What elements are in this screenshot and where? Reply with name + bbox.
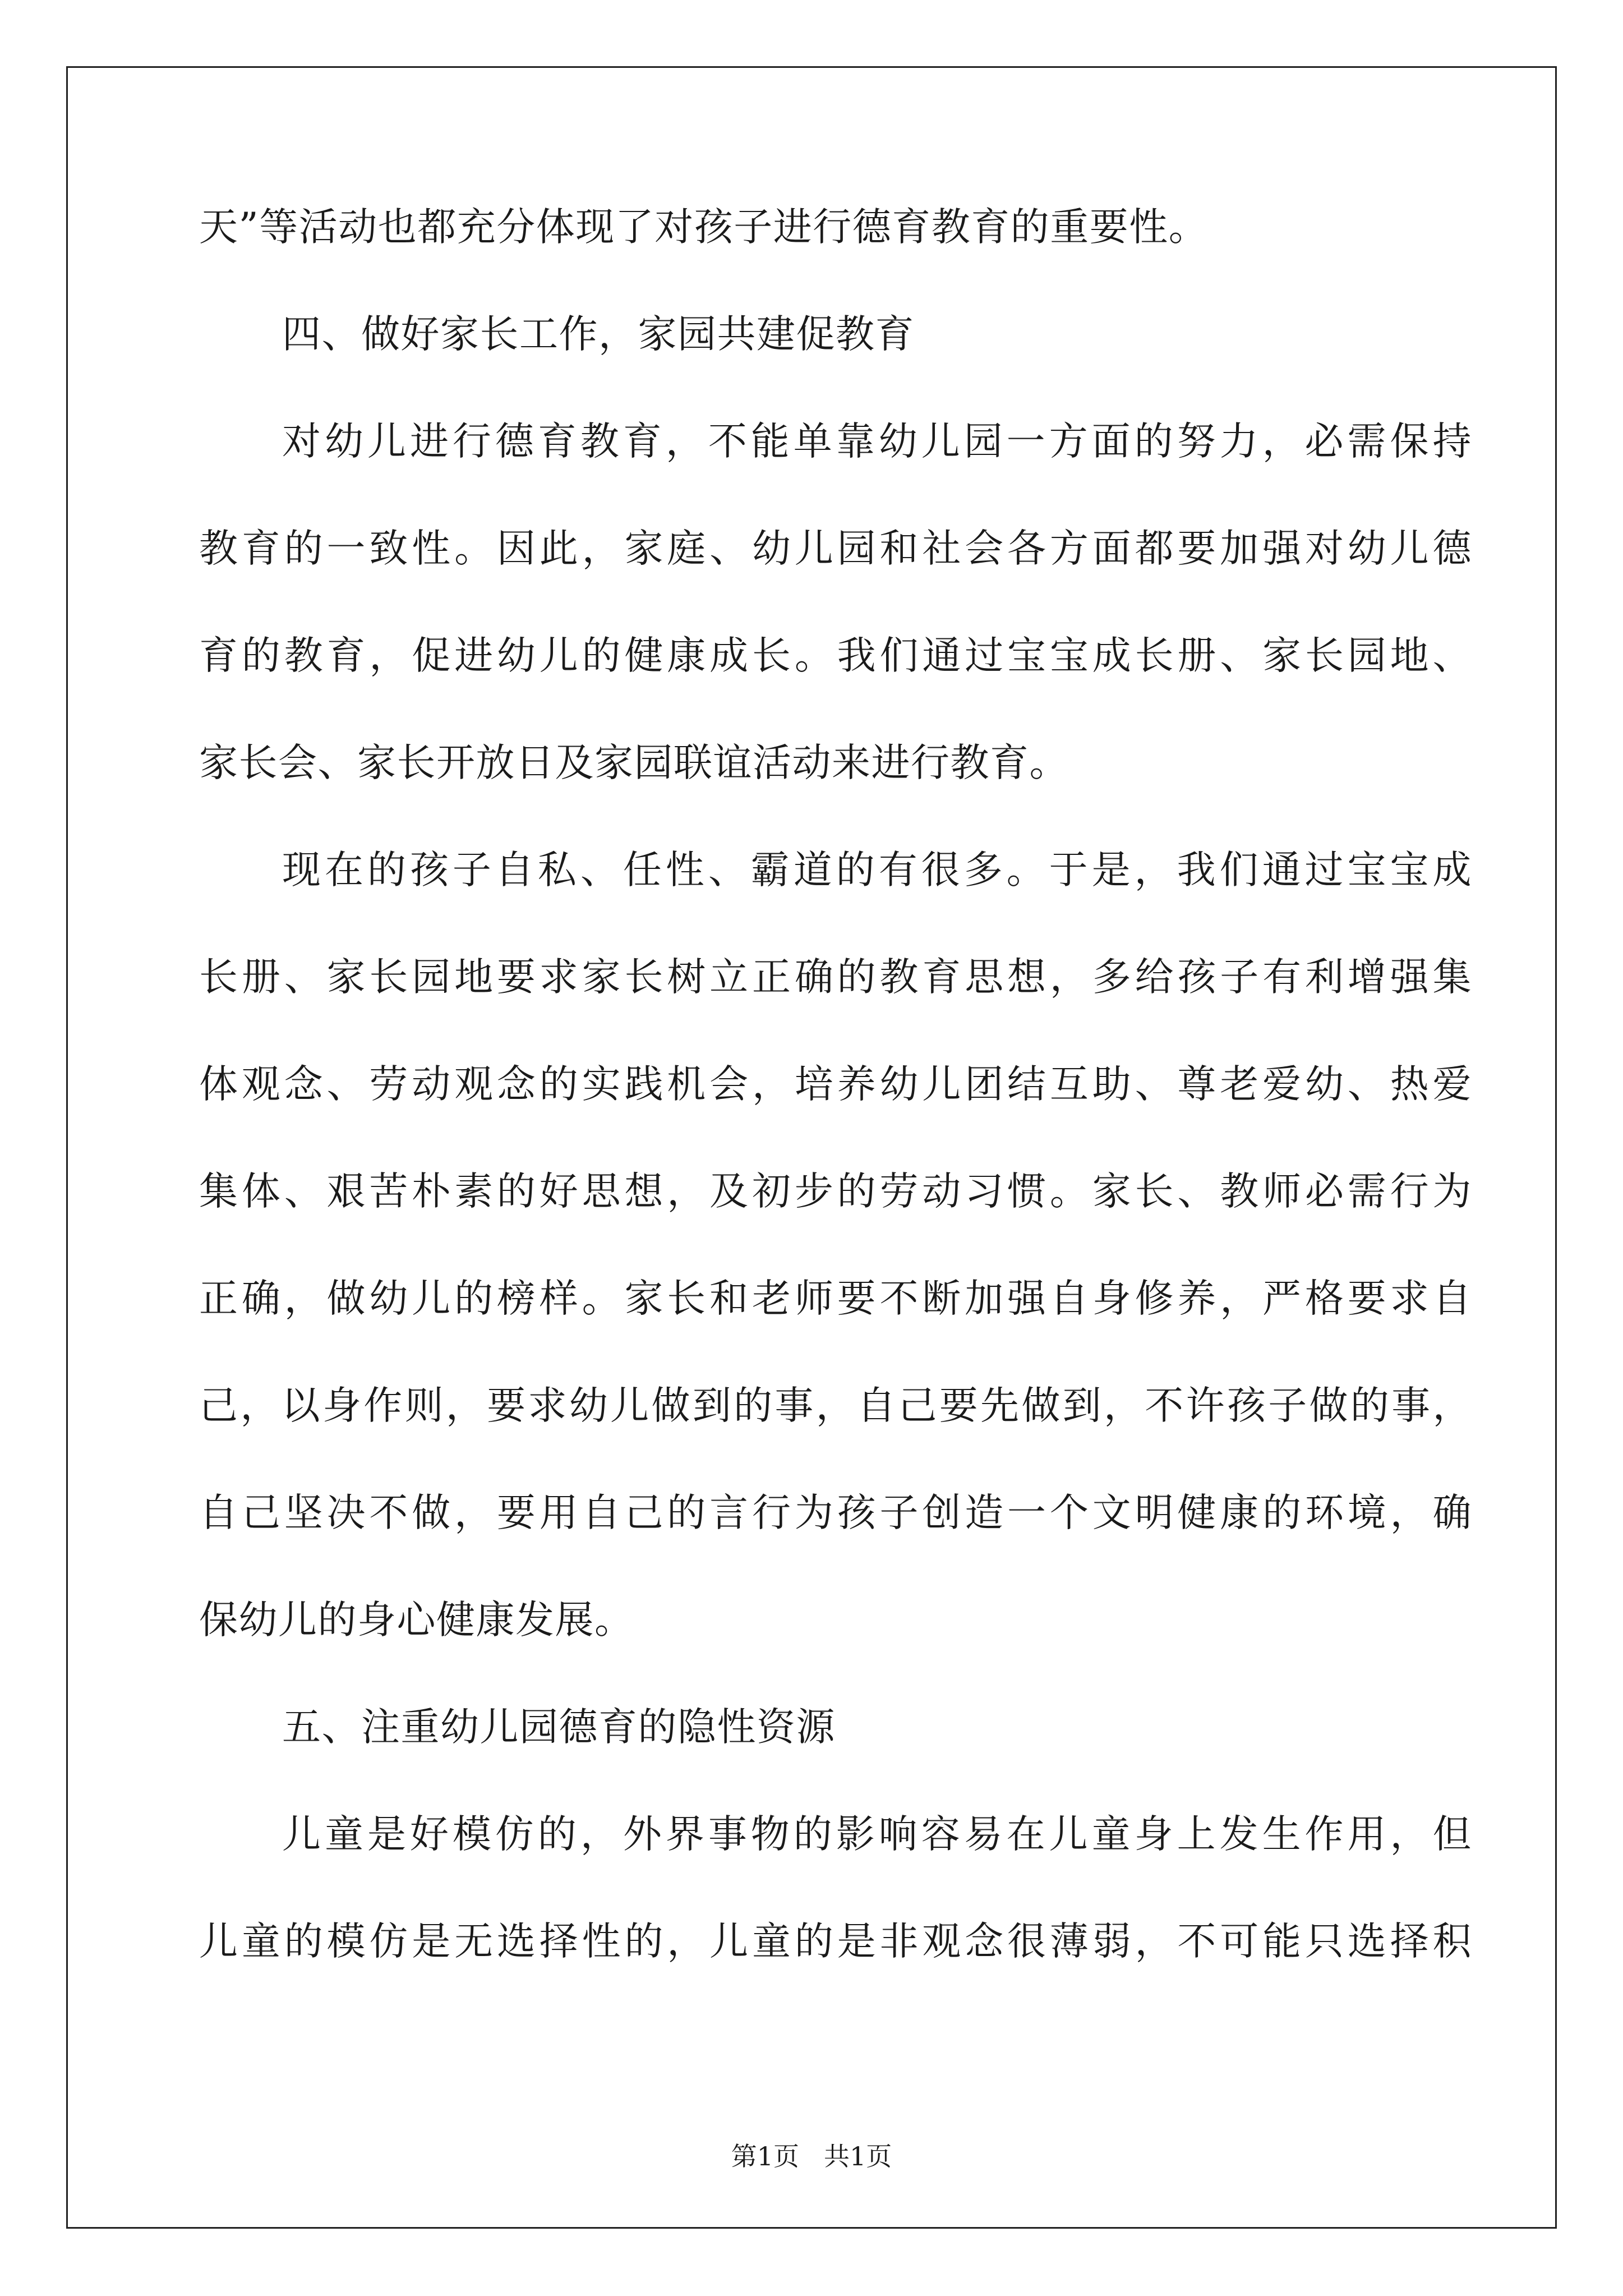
paragraph-first-line: 对幼儿进行德育教育，不能单靠幼儿园一方面的努力，必需保持 bbox=[282, 419, 1472, 464]
paragraph-line: 家长会、家长开放日及家园联谊活动来进行教育。 bbox=[199, 740, 1069, 785]
footer-spacer bbox=[799, 2141, 824, 2171]
page-footer bbox=[0, 2136, 1623, 2173]
paragraph-line: 己，以身作则，要求幼儿做到的事，自己要先做到，不许孩子做的事， bbox=[199, 1383, 1472, 1428]
paragraph-line: 体观念、劳动观念的实践机会，培养幼儿团结互助、尊老爱幼、热爱 bbox=[199, 1062, 1472, 1107]
paragraph-first-line: 儿童是好模仿的，外界事物的影响容易在儿童身上发生作用，但 bbox=[282, 1812, 1472, 1857]
paragraph-line: 正确，做幼儿的榜样。家长和老师要不断加强自身修养，严格要求自 bbox=[199, 1276, 1472, 1321]
paragraph-line: 保幼儿的身心健康发展。 bbox=[199, 1598, 634, 1642]
paragraph-line: 天”等活动也都充分体现了对孩子进行德育教育的重要性。 bbox=[199, 205, 1209, 250]
page-total: 共1页 bbox=[823, 2141, 892, 2171]
paragraph-line: 集体、艰苦朴素的好思想，及初步的劳动习惯。家长、教师必需行为 bbox=[199, 1169, 1472, 1214]
paragraph-line: 教育的一致性。因此，家庭、幼儿园和社会各方面都要加强对幼儿德 bbox=[199, 526, 1472, 571]
paragraph-first-line: 四、做好家长工作，家园共建促教育 bbox=[282, 312, 915, 357]
paragraph-line: 育的教育，促进幼儿的健康成长。我们通过宝宝成长册、家长园地、 bbox=[199, 633, 1472, 678]
paragraph-first-line: 现在的孩子自私、任性、霸道的有很多。于是，我们通过宝宝成 bbox=[282, 848, 1472, 892]
page-number: 第1页 bbox=[731, 2141, 800, 2171]
paragraph-first-line: 五、注重幼儿园德育的隐性资源 bbox=[282, 1705, 836, 1750]
paragraph-line: 儿童的模仿是无选择性的，儿童的是非观念很薄弱，不可能只选择积 bbox=[199, 1919, 1472, 1964]
paragraph-line: 长册、家长园地要求家长树立正确的教育思想，多给孩子有利增强集 bbox=[199, 955, 1472, 1000]
document-body bbox=[199, 202, 1472, 2023]
paragraph-line: 自己坚决不做，要用自己的言行为孩子创造一个文明健康的环境，确 bbox=[199, 1490, 1472, 1535]
